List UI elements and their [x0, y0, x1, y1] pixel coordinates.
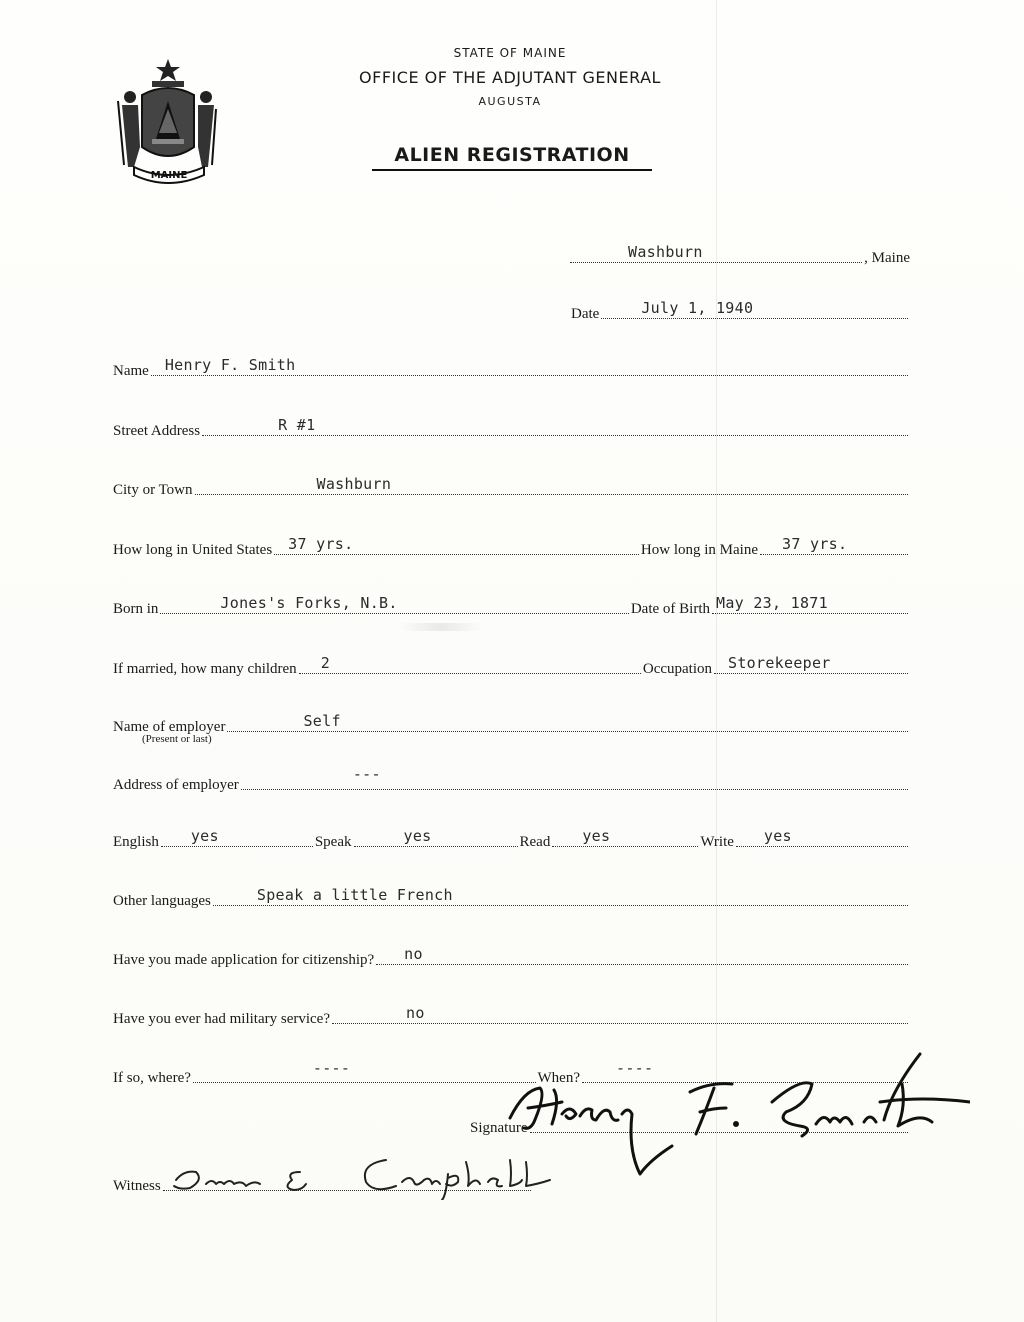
employer-label: Name of employer — [113, 719, 226, 735]
in-maine-field[interactable] — [760, 532, 908, 555]
when-value: ---- — [616, 1059, 654, 1077]
languages-row — [113, 888, 910, 910]
date-row — [571, 301, 910, 323]
employer-field[interactable] — [227, 709, 908, 732]
name-value: Henry F. Smith — [164, 356, 296, 374]
write-field[interactable] — [736, 824, 908, 847]
street-field[interactable] — [202, 413, 908, 436]
maine-seal-icon — [112, 55, 224, 187]
in-maine-value: 37 yrs. — [782, 535, 848, 553]
write-label: Write — [700, 834, 734, 850]
in-us-value: 37 yrs. — [288, 535, 354, 553]
name-field[interactable] — [151, 353, 908, 376]
city-field[interactable] — [195, 472, 908, 495]
other-languages-field[interactable] — [213, 883, 908, 906]
read-field[interactable] — [552, 824, 698, 847]
english-row — [113, 829, 910, 851]
header-state: STATE OF MAINE — [453, 46, 567, 60]
street-label: Street Address — [113, 423, 201, 439]
title-underline — [372, 169, 652, 171]
seal-lettering: MAINE — [150, 170, 188, 181]
dob-label: Date of Birth — [630, 601, 710, 617]
name-label: Name — [113, 363, 149, 379]
children-value: 2 — [320, 654, 331, 672]
employer-address-row — [113, 765, 910, 794]
header-office: OFFICE OF THE ADJUTANT GENERAL — [359, 68, 661, 87]
employer-sublabel: (Present or last) — [142, 733, 212, 745]
other-languages-label: Other languages — [113, 893, 211, 909]
employer-value: Self — [303, 712, 341, 730]
citizenship-field[interactable] — [376, 942, 908, 965]
write-value: yes — [763, 827, 792, 845]
occupation-label: Occupation — [642, 661, 712, 677]
street-row — [113, 418, 910, 440]
occupation-value: Storekeeper — [728, 654, 831, 672]
military-value: no — [406, 1004, 425, 1022]
military-row — [113, 1006, 910, 1028]
in-maine-label: How long in Maine — [640, 542, 758, 558]
place-row — [570, 245, 910, 267]
occupation-field[interactable] — [714, 651, 908, 674]
name-row — [113, 358, 910, 380]
city-value: Washburn — [316, 475, 392, 493]
header-city: AUGUSTA — [478, 95, 542, 108]
place-field[interactable] — [570, 240, 862, 263]
city-label: City or Town — [113, 482, 193, 498]
citizenship-row — [113, 947, 910, 969]
signature-handwriting — [500, 1050, 970, 1180]
birth-row — [113, 596, 910, 618]
read-label: Read — [519, 834, 551, 850]
dob-value: May 23, 1871 — [716, 594, 828, 612]
english-value: yes — [190, 827, 219, 845]
date-field[interactable] — [601, 296, 908, 319]
children-field[interactable] — [299, 651, 641, 674]
english-field[interactable] — [161, 824, 313, 847]
employer-row — [113, 714, 910, 736]
speak-value: yes — [403, 827, 432, 845]
page-title: ALIEN REGISTRATION — [394, 144, 630, 166]
where-field[interactable] — [193, 1060, 536, 1083]
family-row — [113, 656, 910, 678]
place-suffix: , Maine — [864, 250, 910, 266]
when-label: When? — [537, 1070, 580, 1086]
in-us-label: How long in United States — [113, 542, 273, 558]
born-in-label: Born in — [113, 601, 159, 617]
witness-label: Witness — [113, 1178, 161, 1194]
place-value: Washburn — [628, 243, 703, 261]
military-field[interactable] — [332, 1001, 908, 1024]
english-label: English — [113, 834, 159, 850]
other-languages-value: Speak a little French — [256, 886, 453, 904]
residence-row — [113, 537, 910, 559]
read-value: yes — [582, 827, 611, 845]
speak-field[interactable] — [354, 824, 518, 847]
date-label: Date — [571, 306, 600, 322]
witness-handwriting — [170, 1150, 560, 1200]
military-label: Have you ever had military service? — [113, 1011, 330, 1027]
employer-address-label: Address of employer — [113, 777, 239, 793]
speak-label: Speak — [314, 834, 352, 850]
paper-mark — [398, 623, 484, 631]
born-in-field[interactable] — [160, 591, 628, 614]
signature-label: Signature — [470, 1120, 528, 1136]
children-label: If married, how many children — [113, 661, 297, 677]
citizenship-label: Have you made application for citizenship? — [113, 952, 375, 968]
born-in-value: Jones's Forks, N.B. — [220, 594, 398, 612]
where-label: If so, where? — [113, 1070, 191, 1086]
street-value: R #1 — [278, 416, 316, 434]
in-us-field[interactable] — [274, 532, 639, 555]
employer-address-value: --- — [352, 765, 381, 783]
city-row — [113, 477, 910, 499]
citizenship-value: no — [404, 945, 423, 963]
employer-address-field[interactable] — [241, 767, 908, 790]
where-value: ---- — [312, 1059, 351, 1077]
dob-field[interactable] — [712, 591, 908, 614]
date-value: July 1, 1940 — [641, 299, 754, 317]
